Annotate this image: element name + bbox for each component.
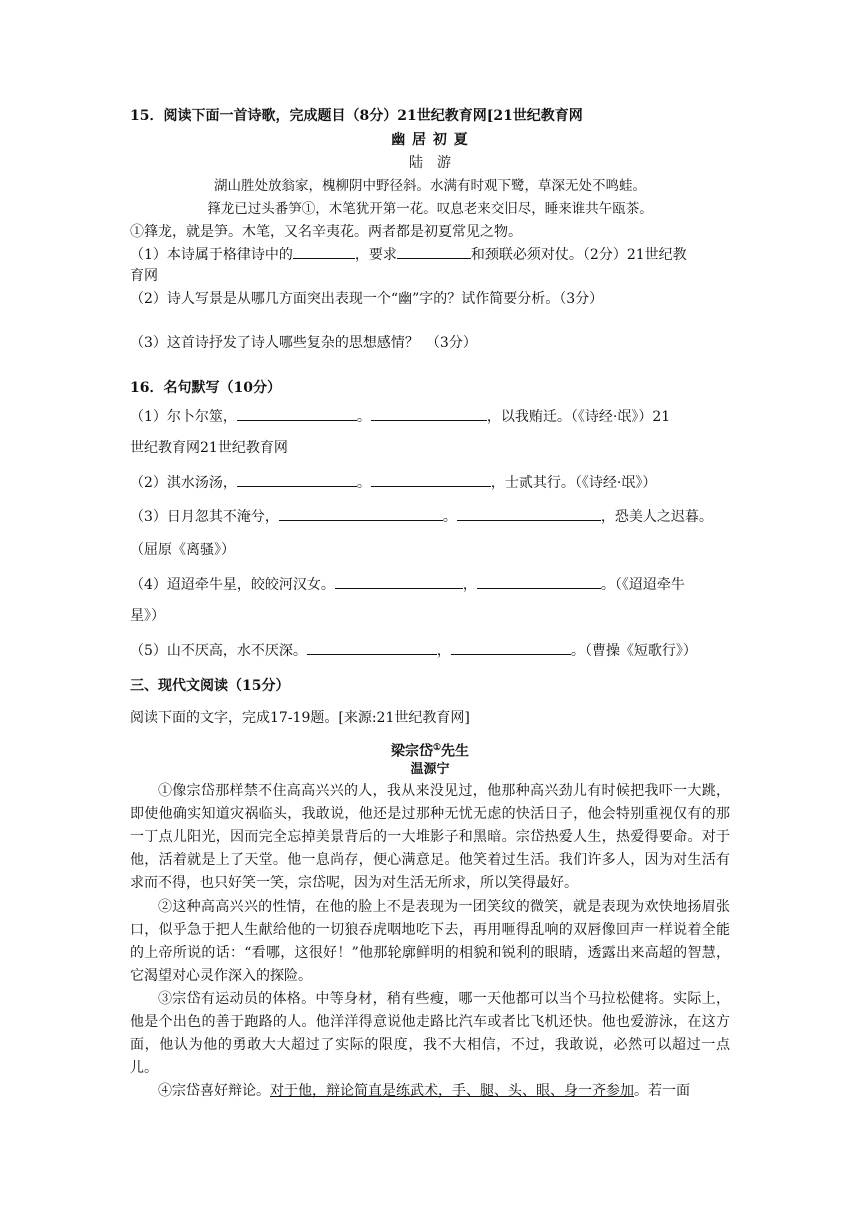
answer-blank bbox=[279, 506, 443, 521]
q16-item-1 bbox=[130, 406, 730, 427]
para4-text-b: 。若一面 bbox=[634, 1083, 690, 1099]
article-paragraph-4 bbox=[130, 1080, 730, 1103]
article-title-suffix: 先生 bbox=[441, 743, 470, 760]
footnote-marker: ① bbox=[432, 743, 442, 753]
para4-underlined-sentence: 对于他，辩论简直是练武术，手、腿、头、眼、身一齐参加 bbox=[270, 1083, 634, 1099]
section3-instruction: 阅读下面的文字，完成17-19题。[来源:21世纪教育网] bbox=[130, 710, 470, 726]
q16-item-5-text-b: ， bbox=[436, 643, 451, 659]
q16-item-2 bbox=[130, 472, 730, 493]
article-paragraph-3: ③宗岱有运动员的体格。中等身材，稍有些瘦，哪一天他都可以当个马拉松健将。实际上，他是个出色的善于跑路的人。他洋洋得意说他走路比汽车或者比飞机还快。他也爱游泳，在这方面，他认为他的勇敢大大超过了实际的限度，我不大相信，不过，我敢说，必然可以超过一点儿。 bbox=[130, 991, 730, 1076]
answer-blank bbox=[477, 574, 601, 589]
q16-item-3-text-c: ，恐美人之迟暮。 bbox=[600, 509, 713, 525]
q15-sub1-text-a: （1）本诗属于格律诗中的 bbox=[130, 247, 293, 263]
q15-sub3: （3）这首诗抒发了诗人哪些复杂的思想感情？ （3分） bbox=[130, 335, 477, 351]
q16-item-4-text-c: 。（《迢迢牵牛 bbox=[600, 577, 685, 593]
q16-item-1-text-a: （1）尔卜尔筮， bbox=[130, 409, 237, 425]
q16-item-4-text-a: （4）迢迢牵牛星，皎皎河汉女。 bbox=[130, 577, 335, 593]
q16-item-5-text-c: 。（曹操《短歌行》） bbox=[570, 643, 697, 659]
q16-item-4-text-b: ， bbox=[462, 577, 477, 593]
answer-blank bbox=[237, 472, 357, 487]
poem-author: 陆 游 bbox=[409, 155, 451, 171]
q16-item-3-cont: （屈原《离骚》） bbox=[130, 542, 235, 558]
q16-item-3-text-b: 。 bbox=[442, 509, 457, 525]
q15-sub1-text-c: 和颈联必须对仗。（2分）21世纪教 bbox=[470, 247, 687, 263]
q15-sub2: （2）诗人写景是从哪几方面突出表现一个“幽”字的？试作简要分析。（3分） bbox=[130, 291, 604, 307]
answer-blank bbox=[237, 406, 357, 421]
article-paragraph-1: ①像宗岱那样禁不住高高兴兴的人，我从来没见过，他那种高兴劲儿有时候把我吓一大跳，即使他确实知道灾祸临头，我敢说，他还是过那种无忧无虑的快活日子，他会特别重视仅有的那一丁点儿阳光，因而完全忘掉美景背后的一大堆影子和黑暗。宗岱热爱人生，热爱得要命。对于他，活着就是上了天堂。他一息尚存，便心满意足。他笑着过生活。我们许多人，因为对生活有求而不得，也只好笑一笑，宗岱呢，因为对生活无所求，所以笑得最好。 bbox=[130, 783, 730, 891]
poem-note: ①箨龙，就是笋。木笔，又名辛夷花。两者都是初夏常见之物。 bbox=[130, 224, 522, 240]
q15-header: 15．阅读下面一首诗歌，完成题目（8分）21世纪教育网[21世纪教育网 bbox=[130, 108, 583, 124]
article-paragraph-2: ②这种高高兴兴的性情，在他的脸上不是表现为一团笑纹的微笑，就是表现为欢快地扬眉张口，似乎急于把人生献给他的一切狼吞虎咽地吃下去，再用咂得乱响的双唇像回声一样说着全能的上帝所说的话：“看哪，这很好！”他那轮廓鲜明的相貌和锐利的眼睛，透露出来高超的智慧，它渴望对心灵作深入的探险。 bbox=[130, 899, 730, 984]
q16-item-2-text-b: 。 bbox=[356, 475, 371, 491]
para4-text-a: ④宗岱喜好辩论。 bbox=[158, 1083, 270, 1099]
q16-item-2-text-a: （2）淇水汤汤， bbox=[130, 475, 237, 491]
section3-header: 三、现代文阅读（15分） bbox=[130, 678, 290, 694]
answer-blank bbox=[335, 574, 463, 589]
q16-item-4-cont: 星》） bbox=[130, 608, 165, 624]
q16-item-4 bbox=[130, 574, 730, 595]
q16-item-5 bbox=[130, 640, 730, 661]
answer-blank bbox=[397, 244, 471, 259]
q16-item-1-cont: 世纪教育网21世纪教育网 bbox=[130, 440, 288, 456]
q15-sub1-cont: 育网 bbox=[130, 268, 158, 284]
article-author: 温源宁 bbox=[410, 762, 450, 777]
poem-line-1: 湖山胜处放翁家，槐柳阴中野径斜。水满有时观下鹭，草深无处不鸣蛙。 bbox=[214, 178, 646, 194]
answer-blank bbox=[307, 640, 437, 655]
answer-blank bbox=[451, 640, 571, 655]
poem-line-2: 箨龙已过头番笋①，木笔犹开第一花。叹息老来交旧尽，睡来谁共午瓯茶。 bbox=[207, 201, 653, 217]
poem-title: 幽 居 初 夏 bbox=[391, 132, 469, 148]
q16-item-2-text-c: ，士贰其行。（《诗经·氓》） bbox=[490, 475, 657, 491]
answer-blank bbox=[371, 472, 491, 487]
q16-item-5-text-a: （5）山不厌高，水不厌深。 bbox=[130, 643, 307, 659]
q15-sub1 bbox=[130, 244, 730, 265]
q16-header: 16．名句默写（10分） bbox=[130, 380, 281, 396]
q15-sub1-text-b: ，要求 bbox=[354, 247, 397, 263]
article-title-text: 梁宗岱 bbox=[390, 743, 433, 760]
answer-blank bbox=[457, 506, 601, 521]
answer-blank bbox=[293, 244, 355, 259]
q16-item-1-text-c: ，以我贿迁。（《诗经·氓》）21 bbox=[486, 409, 671, 425]
q16-item-3-text-a: （3）日月忽其不淹兮， bbox=[130, 509, 279, 525]
article-title bbox=[130, 738, 730, 762]
q16-item-3 bbox=[130, 506, 730, 527]
answer-blank bbox=[371, 406, 487, 421]
q16-item-1-text-b: 。 bbox=[356, 409, 371, 425]
